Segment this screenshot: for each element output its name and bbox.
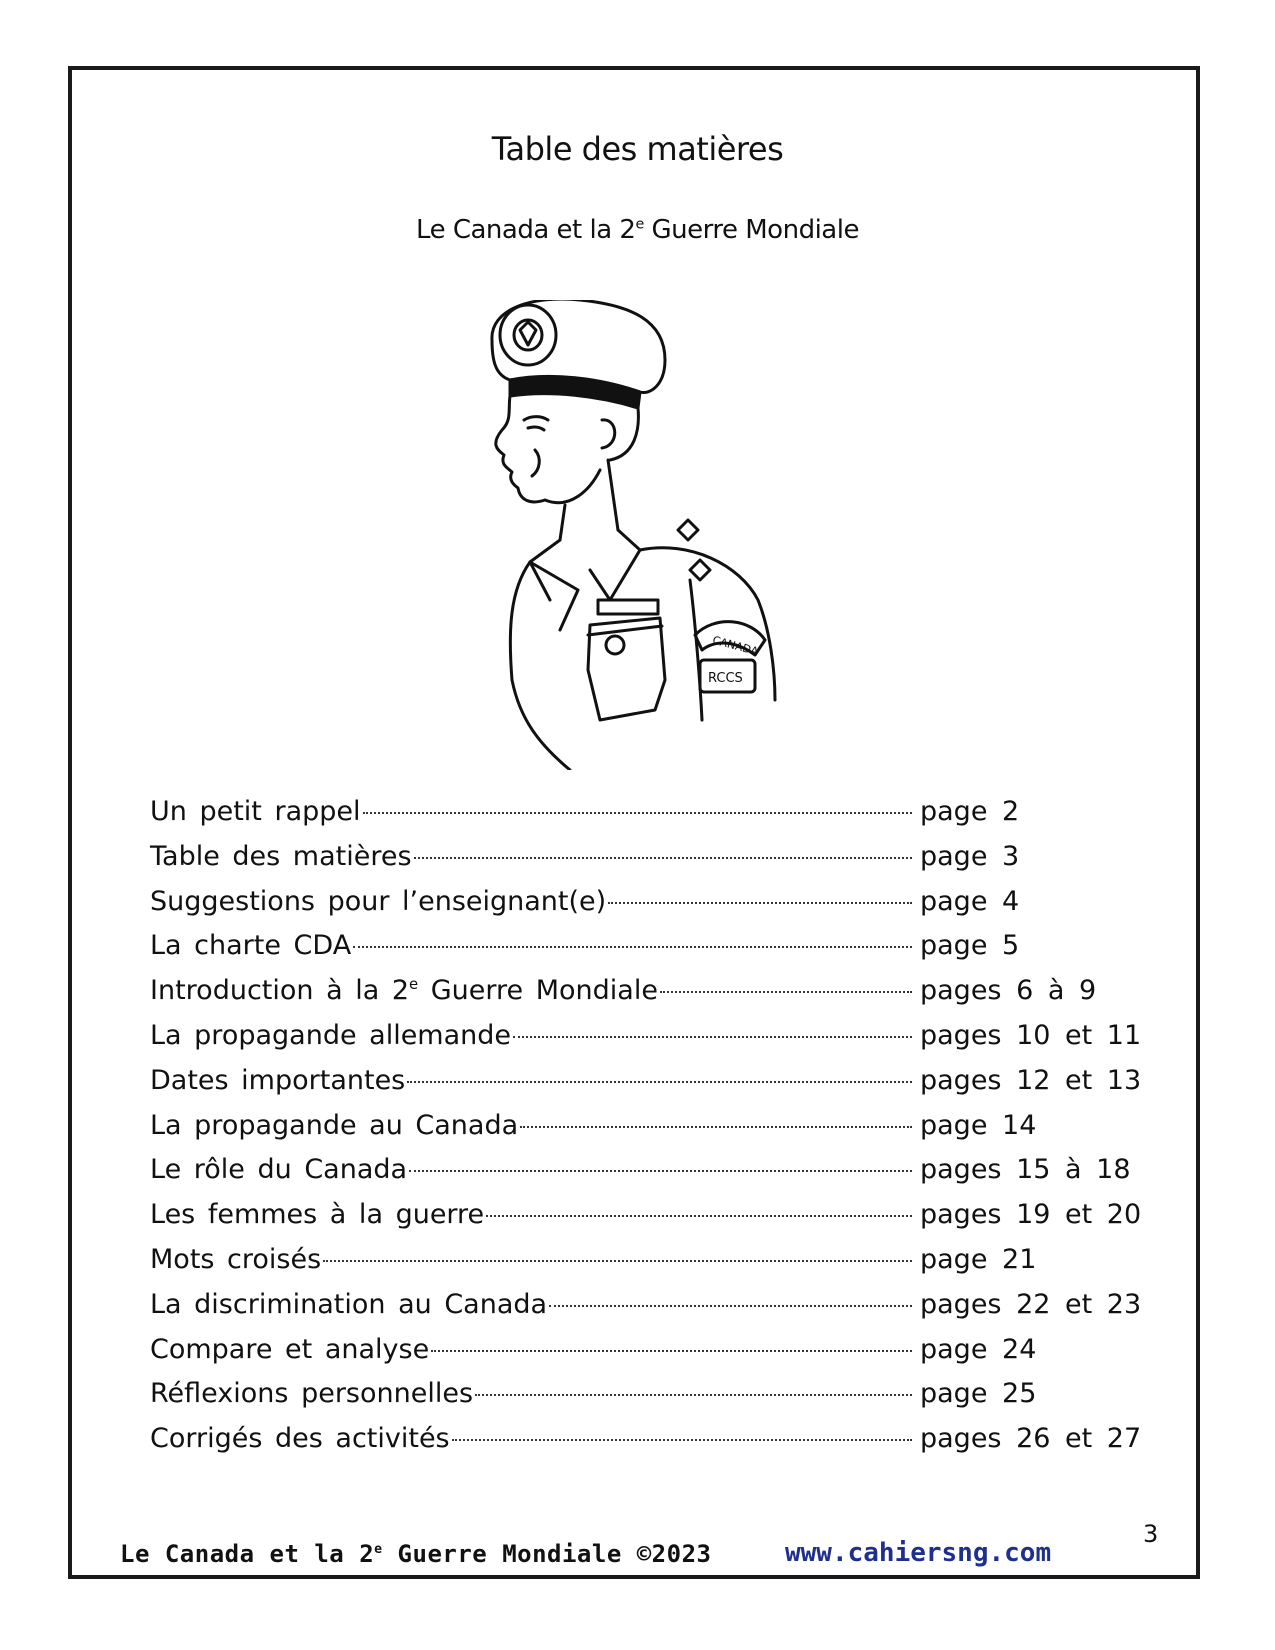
toc-leader [363, 812, 913, 814]
toc-row [150, 1199, 1140, 1244]
toc-leader [431, 1350, 912, 1352]
toc-leader [608, 902, 912, 904]
toc-label: Un petit rappel [150, 796, 361, 827]
toc-row [150, 886, 1140, 931]
toc-leader [520, 1126, 912, 1128]
toc-label: La charte CDA [150, 930, 352, 962]
toc-page: page 25 [920, 1378, 1037, 1410]
toc-row [150, 1244, 1140, 1289]
page-number: 3 [1143, 1520, 1159, 1548]
page-title: Table des matières [491, 130, 784, 168]
toc-page: page 24 [920, 1333, 1037, 1365]
toc-leader [414, 857, 912, 859]
toc-row [150, 796, 1140, 841]
soldier-illustration [490, 300, 820, 770]
toc-leader [549, 1305, 912, 1307]
toc-leader [475, 1394, 912, 1396]
toc-label: Réflexions personnelles [150, 1378, 474, 1410]
toc-row [150, 1154, 1140, 1199]
toc-leader [486, 1215, 912, 1217]
toc-row [150, 841, 1140, 886]
footer-website-link[interactable]: www.cahiersng.com [785, 1538, 1052, 1568]
footer-superscript: e [374, 1542, 383, 1557]
toc-label: Suggestions pour l’enseignant(e) [150, 885, 607, 917]
page-subtitle [0, 215, 1275, 245]
toc-row [150, 1334, 1140, 1379]
toc-label-post: Guerre Mondiale [418, 975, 658, 1007]
toc-page: pages 26 et 27 [920, 1423, 1142, 1455]
toc-label: Compare et analyse [150, 1333, 430, 1365]
toc-label-superscript: e [409, 975, 419, 994]
toc-label: Mots croisés [150, 1243, 322, 1275]
toc-page: page 5 [920, 930, 1020, 962]
toc-row [150, 1423, 1140, 1468]
toc-row [150, 1020, 1140, 1065]
toc-page: pages 10 et 11 [920, 1019, 1142, 1051]
toc-page: page 2 [920, 796, 1020, 827]
toc-page: pages 19 et 20 [920, 1199, 1142, 1231]
toc-leader [323, 1260, 912, 1262]
toc-page: page 3 [920, 840, 1020, 872]
toc-leader [660, 991, 912, 993]
toc-row [150, 1289, 1140, 1334]
toc-page: pages 22 et 23 [920, 1288, 1142, 1320]
toc-label-pre: Introduction à la 2 [150, 975, 410, 1007]
toc-label: La propagande allemande [150, 1019, 512, 1051]
toc-label: Corrigés des activités [150, 1423, 450, 1455]
toc-page: pages 6 à 9 [920, 975, 1097, 1007]
footer-text-post: Guerre Mondiale ©2023 [382, 1540, 712, 1568]
toc-label [150, 975, 658, 1006]
toc-label: Le rôle du Canada [150, 1154, 408, 1186]
toc-page: pages 15 à 18 [920, 1154, 1131, 1186]
toc-label: La discrimination au Canada [150, 1288, 548, 1320]
toc-page: page 21 [920, 1243, 1037, 1275]
toc-leader [452, 1439, 912, 1441]
footer-copyright [120, 1540, 711, 1568]
toc-row [150, 1378, 1140, 1423]
toc-page: pages 12 et 13 [920, 1064, 1142, 1096]
subtitle-text-pre: Le Canada et la 2 [416, 215, 636, 245]
table-of-contents [150, 796, 1140, 1468]
toc-label: La propagande au Canada [150, 1109, 519, 1141]
toc-label: Les femmes à la guerre [150, 1199, 485, 1231]
subtitle-superscript: e [635, 216, 644, 233]
toc-leader [407, 1081, 912, 1083]
toc-leader [409, 1170, 912, 1172]
footer-text-pre: Le Canada et la 2 [120, 1540, 375, 1568]
subtitle-text-post: Guerre Mondiale [643, 215, 859, 245]
toc-page: page 14 [920, 1109, 1037, 1141]
toc-label: Table des matières [150, 840, 412, 872]
toc-label: Dates importantes [150, 1064, 406, 1096]
shoulder-patch-rccs: RCCS [708, 671, 743, 686]
toc-page: page 4 [920, 885, 1020, 917]
toc-row [150, 1065, 1140, 1110]
shoulder-patch-canada: CANADA [711, 633, 760, 659]
toc-row [150, 975, 1140, 1020]
toc-leader [513, 1036, 912, 1038]
toc-leader [353, 946, 912, 948]
toc-row [150, 1110, 1140, 1155]
toc-row [150, 930, 1140, 975]
